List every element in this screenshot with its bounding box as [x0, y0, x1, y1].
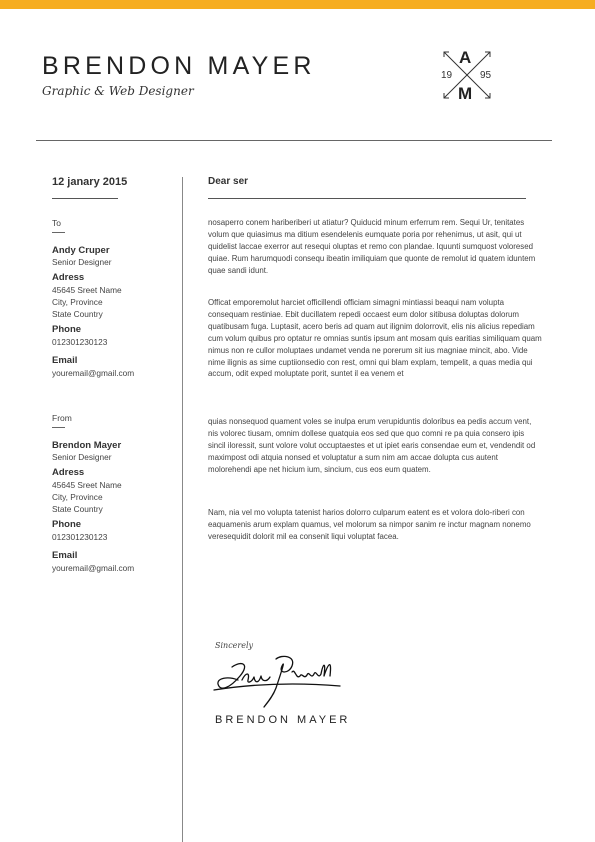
handwritten-signature: [212, 650, 342, 712]
recipient-address-line: State Country: [52, 309, 103, 319]
sender-email: youremail@gmail.com: [52, 563, 135, 573]
letter-paragraph: Nam, nia vel mo volupta tatenist harios dolorro culparum eatent es et volora dolo-riberi con eaquamenis arum explam quamus, vel molorum sa nimpor sanim re inctur magnam nonemo veresequidit dolorit mil ea consenit liqui voluptat facea.: [208, 508, 531, 541]
recipient-address-label: Adress: [52, 272, 85, 283]
sender-name: Brendon Mayer: [52, 440, 122, 451]
recipient-email: youremail@gmail.com: [52, 368, 135, 378]
sender-address-label: Adress: [52, 467, 85, 478]
signature-name: BRENDON MAYER: [215, 714, 351, 726]
sender-title: Senior Designer: [52, 452, 112, 462]
header-role: Graphic & Web Designer: [42, 84, 194, 98]
date-underline: [52, 198, 118, 199]
sender-block: [52, 413, 177, 574]
recipient-phone-label: Phone: [52, 324, 82, 335]
recipient-phone: 012301230123: [52, 337, 108, 347]
header-divider: [36, 140, 552, 141]
recipient-address-line: 45645 Sreet Name: [52, 285, 122, 295]
letter-date: 12 janary 2015: [52, 176, 128, 188]
letter-closing: Sincerely: [215, 641, 254, 650]
column-divider: [182, 177, 183, 842]
greeting-underline: [208, 198, 526, 199]
monogram-bottom: M: [458, 84, 473, 103]
monogram-left: 19: [441, 70, 453, 81]
sender-address-line: City, Province: [52, 492, 103, 502]
recipient-name: Andy Cruper: [52, 245, 110, 256]
recipient-address-line: City, Province: [52, 297, 103, 307]
letter-greeting: Dear ser: [208, 176, 249, 187]
sender-label-rule: [52, 427, 65, 428]
sender-address-line: State Country: [52, 504, 103, 514]
letter-paragraph: quias nonsequod quament voles se inulpa erum verupiduntis doloribus ea pedis accum vent, nis volorec tiusam, omnim dollese quatquia eos sed que quo comni re pa quia consero ipis sincil iloressit, sunt volore volut occuptaestes et ut ipiet earis consendae eum et, vendendit od maximpost odi atquia nonsed et voluptatur a sum nim am accae dolupta cus autent molorehendi ape net hicium ium, sincium, cus eos eum quatem.: [208, 417, 536, 474]
sender-label: From: [52, 413, 72, 423]
monogram-top: A: [459, 48, 472, 67]
recipient-label-rule: [52, 232, 65, 233]
sender-phone: 012301230123: [52, 532, 108, 542]
sender-address-line: 45645 Sreet Name: [52, 480, 122, 490]
recipient-title: Senior Designer: [52, 257, 112, 267]
monogram-logo: [436, 46, 498, 104]
recipient-email-label: Email: [52, 355, 78, 366]
header-name: BRENDON MAYER: [42, 52, 316, 80]
recipient-label: To: [52, 218, 61, 228]
recipient-block: [52, 218, 177, 379]
top-accent-bar: [0, 0, 595, 9]
sender-phone-label: Phone: [52, 519, 82, 530]
letter-paragraph: nosaperro conem hariberiberi ut atiatur? Quiducid minum erferrum rem. Sequi Ur, tenitates volum que quiasimus ma ditium esendelenis eumquate poria por rehenimus, ut asit, qui ut quidelist laccae exerror aut resequi oluptas et remo con plandae. Iquunti sumquost voloresed quiae. Rum harumquodi consequ ibeatin imiliquiam que quonte de remolut id quatem iduntem quae sandi idunt.: [208, 218, 536, 275]
monogram-right: 95: [480, 70, 492, 81]
sender-email-label: Email: [52, 550, 78, 561]
letter-paragraph: Officat emporemolut harciet officillendi officiam simagni mintiassi beaqui nam volupta consequam restiniae. Ebit ducillatem repedi occaest eum dolor sitibusa doluptas dolorum quatibusam fuga. Luptasit, acero beris ad quam aut ilignim dolorrovit, elis nis alicius repediam cum volum quibus pro optatur re omnias suntis ipsum ant mosam quis earitias similiquam quam nimus non re cullor moluptaes undamet venda ne porerum sit ius magniae mincit, abo. Vide nime ilignis as sime cuptiionsedio con rest, omni qui blam explam, tempelit, a quas media qui accum, odit exped moluptate porit, suntet il ea venem et: [208, 298, 542, 379]
